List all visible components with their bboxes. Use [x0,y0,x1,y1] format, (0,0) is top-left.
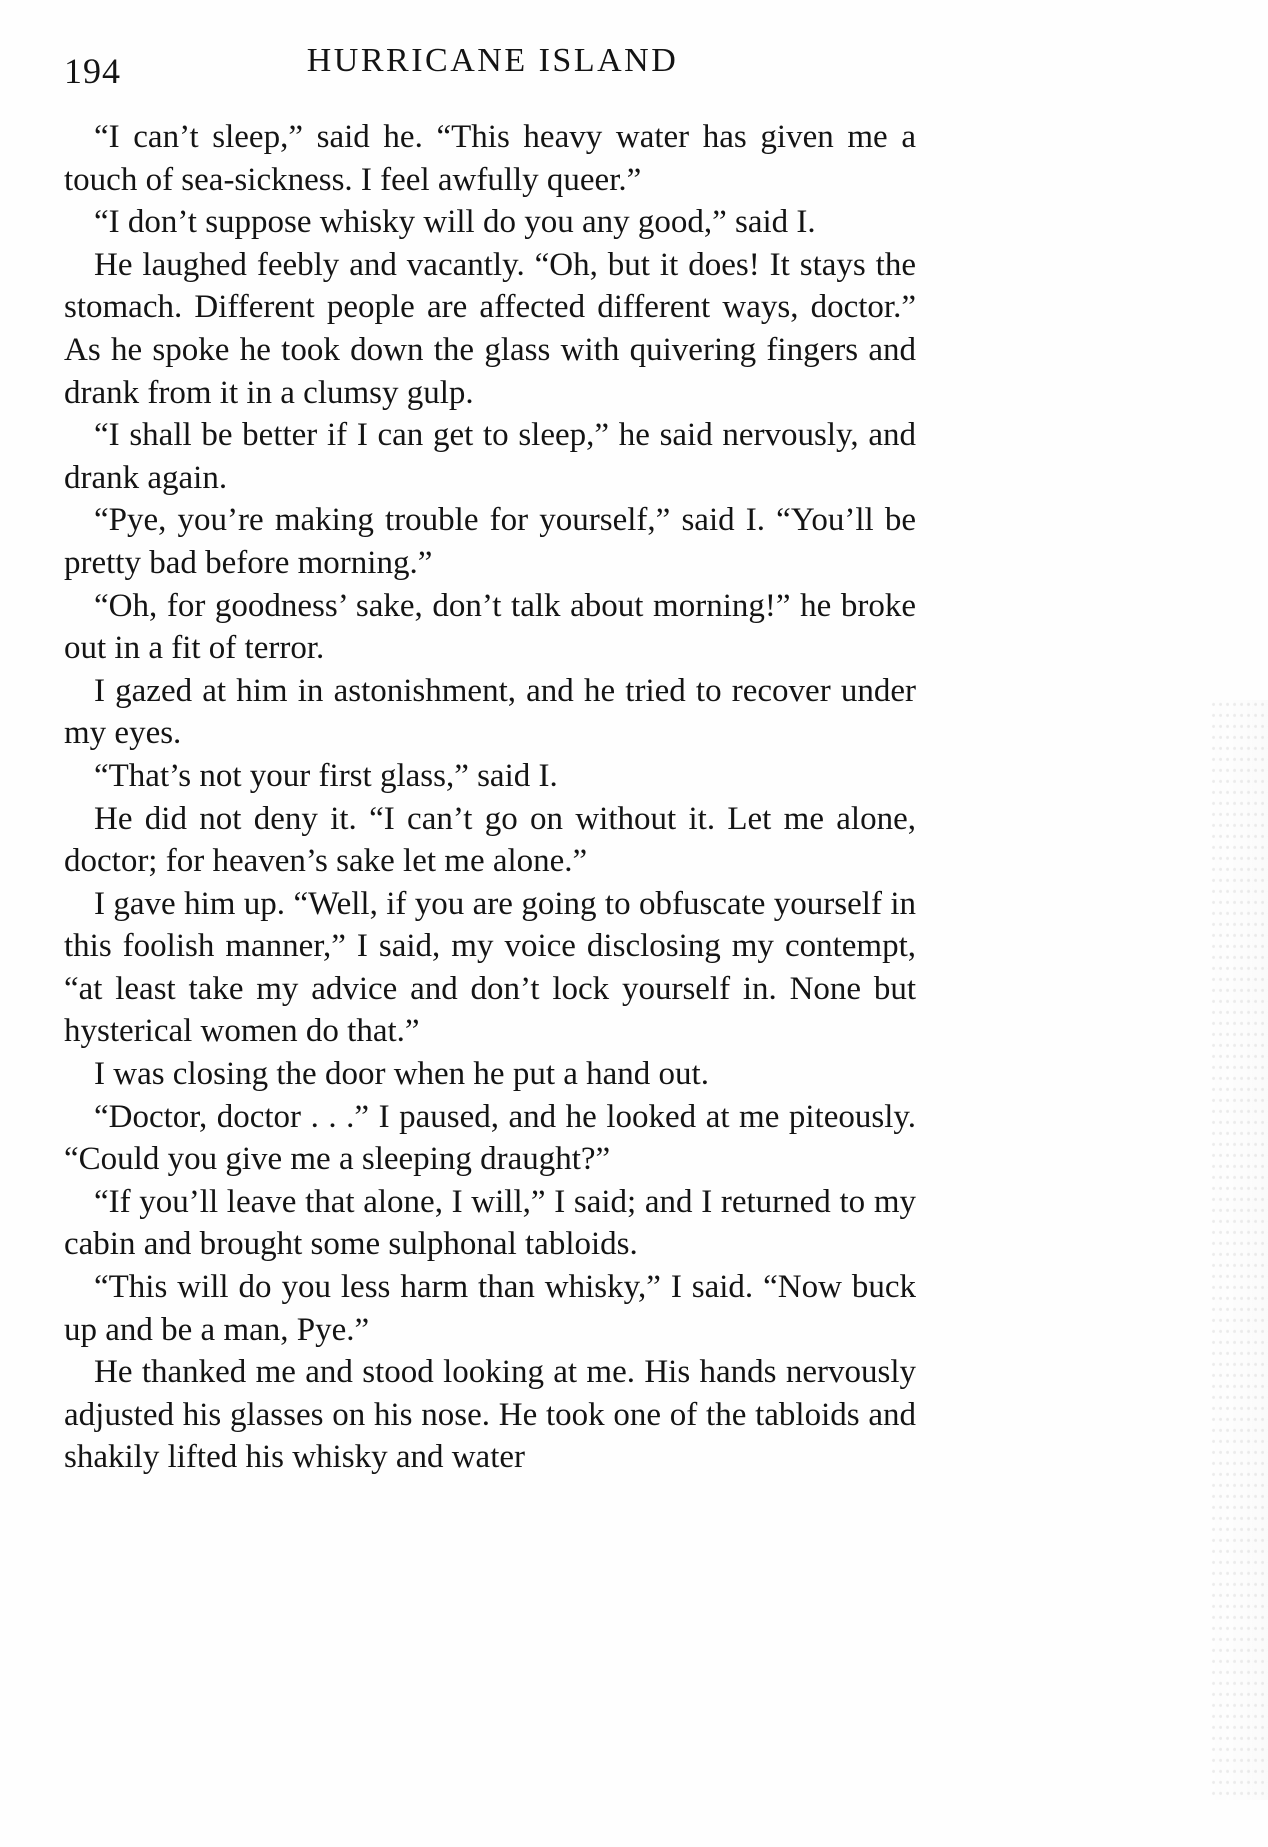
paragraph: He did not deny it. “I can’t go on without it. Let me alone, doctor; for heaven’s sake let me alone.” [64,800,916,880]
paragraph: I was closing the door when he put a hand out. [94,1056,709,1093]
body-text [64,116,916,1479]
page-number: 194 [64,51,121,91]
paragraph: He thanked me and stood looking at me. His hands nervously adjusted his glasses on his nose. He took one of the tabloids and shakily lifted his whisky and water [64,1354,916,1476]
scan-margin-speckle [1208,700,1268,1800]
paragraph: “This will do you less harm than whisky,” I said. “Now buck up and be a man, Pye.” [64,1269,916,1348]
paragraph: He laughed feebly and vacantly. “Oh, but it does! It stays the stomach. Different people are affected different ways, doctor.” As he spoke he took down the glass with quivering fingers and drank from it in a clumsy gulp. [64,246,916,411]
paragraph: “Oh, for goodness’ sake, don’t talk about morning!” he broke out in a fit of terror. [64,587,916,667]
page-header [0,40,1268,100]
paragraph: “Pye, you’re making trouble for yourself,” said I. “You’ll be pretty bad before morning.” [64,502,916,581]
paragraph: “I can’t sleep,” said he. “This heavy water has given me a touch of sea-sickness. I feel awfully queer.” [64,119,916,198]
paragraph: “I shall be better if I can get to sleep,” he said nervously, and drank again. [64,417,916,496]
paragraph: I gave him up. “Well, if you are going to obfuscate yourself in this foolish manner,” I said, my voice disclosing my contempt, “at least take my advice and don’t lock yourself in. None but hysterical women do that.” [64,885,916,1050]
paragraph: “Doctor, doctor . . .” I paused, and he looked at me piteously. “Could you give me a sleeping draught?” [64,1098,916,1178]
paragraph: I gazed at him in astonishment, and he tried to recover under my eyes. [64,672,916,752]
paragraph: “I don’t suppose whisky will do you any good,” said I. [94,204,816,241]
running-title: HURRICANE ISLAND [306,42,679,79]
paragraph: “If you’ll leave that alone, I will,” I said; and I returned to my cabin and brought some sulphonal tabloids. [64,1183,916,1263]
paragraph: “That’s not your first glass,” said I. [94,757,558,794]
